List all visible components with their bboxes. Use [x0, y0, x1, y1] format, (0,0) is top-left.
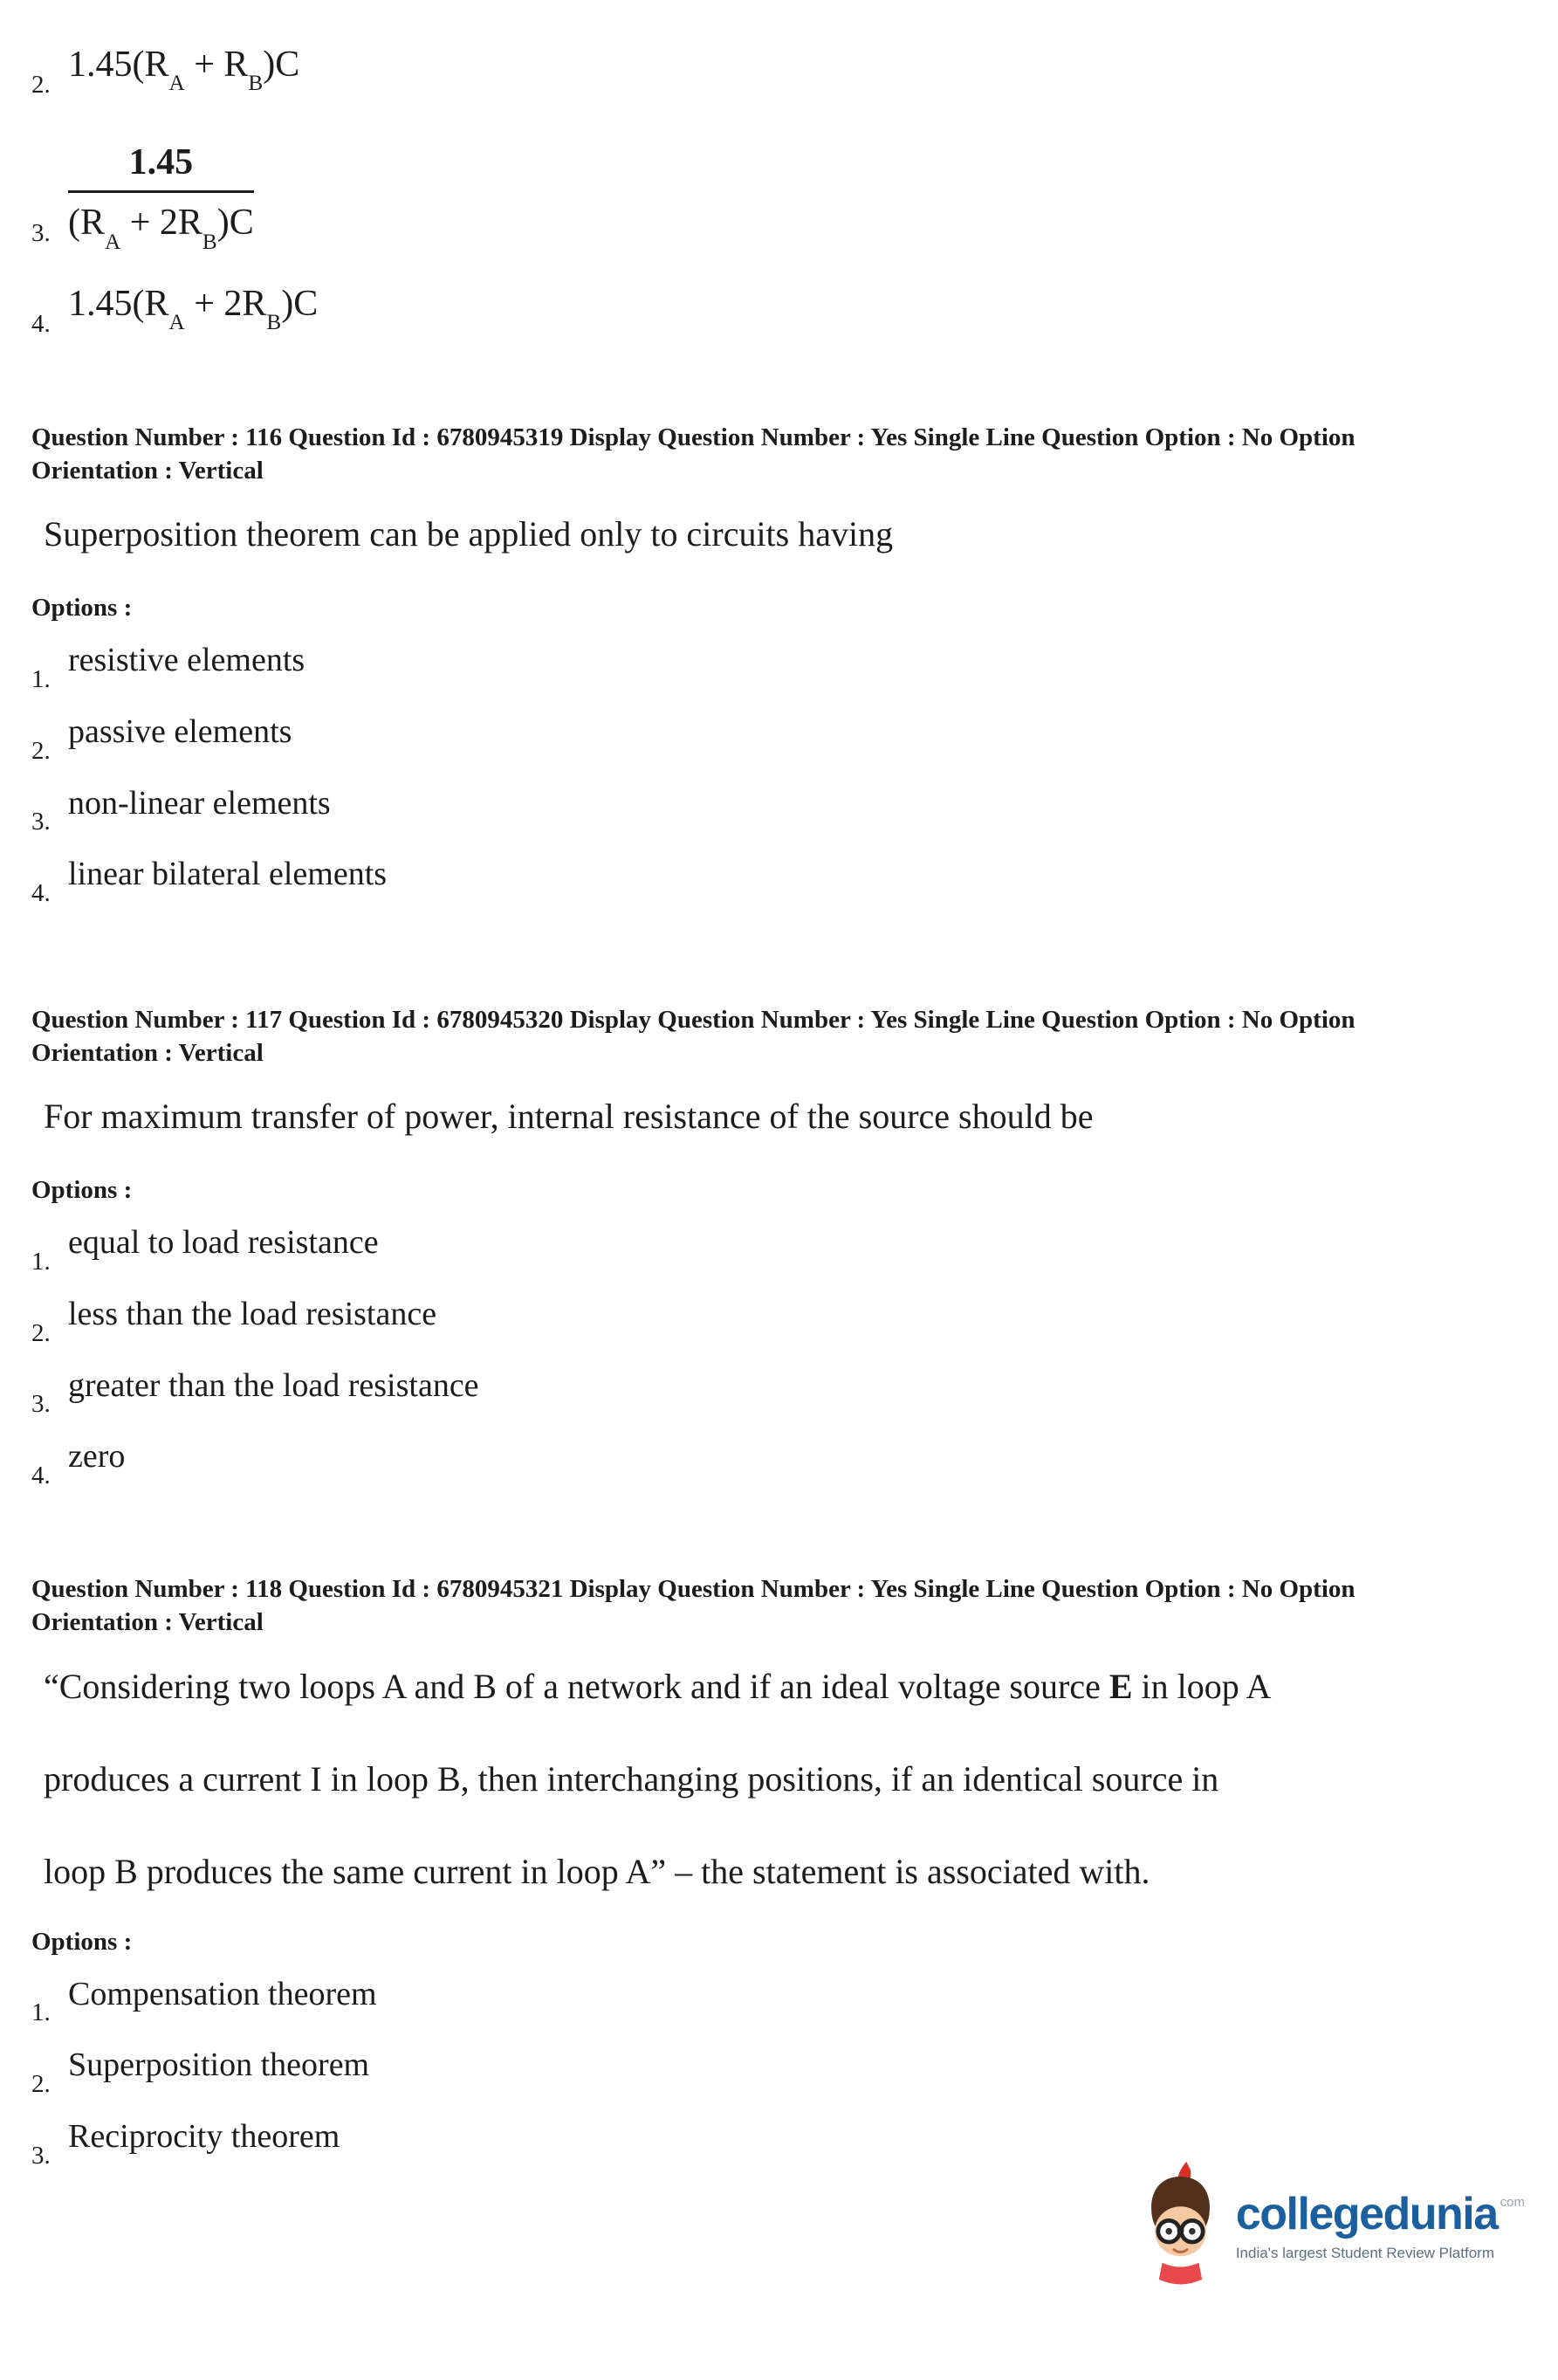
brand-tagline: India's largest Student Review Platform [1235, 2244, 1494, 2261]
formula-subscript: B [202, 230, 217, 254]
option-row [31, 856, 1523, 908]
option-text: Compensation theorem [68, 1975, 377, 2012]
question-text [44, 1666, 1523, 1893]
formula-option [68, 44, 299, 100]
options-label: Options : [31, 1176, 133, 1205]
question-text-line: produces a current I in loop B, then interchanging positions, if an identical source in [44, 1758, 1219, 1799]
formula-part: 1.45(R [68, 45, 169, 85]
options-label: Options : [31, 1927, 133, 1956]
question-text-part: “Considering two loops A and B of a network and if an ideal voltage source [44, 1666, 1109, 1706]
question-block-118 [31, 1573, 1523, 2170]
options-label: Options : [31, 594, 133, 623]
formula-part: (R [68, 203, 105, 244]
question-meta-line2: Orientation : Vertical [31, 1607, 264, 1636]
formula-part: )C [216, 203, 254, 244]
option-number: 2. [31, 71, 51, 100]
brand-line [1235, 2188, 1525, 2239]
formula-subscript: B [248, 72, 264, 96]
option-row [31, 1438, 1523, 1490]
logo-text [1235, 2188, 1525, 2262]
formula-part: 1.45(R [68, 283, 169, 324]
formula-subscript: B [266, 311, 282, 335]
collegedunia-mascot-icon [1139, 2160, 1222, 2293]
option-number: 2. [31, 1318, 51, 1347]
formula-part: + 2R [184, 283, 267, 324]
collegedunia-logo [1139, 2160, 1525, 2293]
brand-suffix: com [1500, 2194, 1525, 2210]
option-number: 3. [31, 1390, 51, 1419]
question-text-line [44, 1666, 1523, 1708]
option-row [31, 1224, 1523, 1276]
question-text-line: loop B produces the same current in loop A” – the statement is associated with. [44, 1851, 1150, 1891]
previous-question-options [31, 44, 1523, 339]
option-text: zero [68, 1438, 126, 1475]
question-meta [31, 1573, 1523, 1639]
question-text: For maximum transfer of power, internal resistance of the source should be [44, 1097, 1094, 1137]
option-number: 1. [31, 1998, 51, 2027]
formula-part: )C [263, 45, 300, 85]
question-text: Superposition theorem can be applied only to circuits having [44, 514, 894, 554]
formula-subscript: A [105, 230, 121, 254]
option-number: 4. [31, 1462, 51, 1490]
option-text: Reciprocity theorem [68, 2117, 340, 2155]
option-row [31, 1976, 1523, 2028]
formula-part: + R [184, 45, 249, 85]
brand-wordmark: collegedunia [1235, 2188, 1498, 2239]
option-row [31, 44, 1523, 100]
option-text: Superposition theorem [68, 2046, 370, 2084]
question-text-bold: E [1108, 1666, 1133, 1706]
option-row [31, 642, 1523, 694]
option-number: 1. [31, 664, 51, 693]
option-number: 2. [31, 736, 51, 765]
option-text: non-linear elements [68, 784, 331, 822]
option-text: passive elements [68, 712, 292, 750]
option-number: 3. [31, 2141, 51, 2170]
option-row [31, 1296, 1523, 1348]
fraction-numerator: 1.45 [68, 141, 254, 193]
question-block-117 [31, 1004, 1523, 1490]
option-row [31, 141, 1523, 254]
option-row [31, 1367, 1523, 1420]
question-meta-line1: Question Number : 116 Question Id : 6780945319 Display Question Number : Yes Single Line Question Option : No Option [31, 423, 1356, 451]
option-text: linear bilateral elements [68, 856, 388, 893]
formula-subscript: A [168, 72, 185, 96]
question-meta-line2: Orientation : Vertical [31, 456, 264, 485]
fraction-denominator [68, 193, 254, 254]
formula-subscript: A [168, 311, 185, 335]
formula-part: )C [281, 283, 319, 324]
option-number: 4. [31, 879, 51, 908]
option-text: equal to load resistance [68, 1224, 379, 1262]
question-text-part: in loop A [1132, 1666, 1272, 1706]
question-meta [31, 422, 1523, 487]
option-row [31, 713, 1523, 766]
formula-option [68, 283, 318, 339]
option-number: 1. [31, 1248, 51, 1276]
question-meta-line2: Orientation : Vertical [31, 1038, 264, 1067]
fraction-formula-option [68, 141, 254, 254]
option-number: 4. [31, 309, 51, 338]
option-number: 3. [31, 218, 51, 247]
question-meta-line1: Question Number : 118 Question Id : 6780945321 Display Question Number : Yes Single Line Question Option : No Option [31, 1575, 1356, 1604]
question-meta [31, 1004, 1523, 1070]
option-row [31, 785, 1523, 837]
option-text: resistive elements [68, 642, 305, 679]
option-text: less than the load resistance [68, 1296, 437, 1333]
option-text: greater than the load resistance [68, 1366, 479, 1404]
question-meta-line1: Question Number : 117 Question Id : 6780945320 Display Question Number : Yes Single Line Question Option : No Option [31, 1006, 1356, 1035]
option-row [31, 2046, 1523, 2099]
option-row [31, 283, 1523, 339]
option-number: 3. [31, 808, 51, 836]
formula-part: + 2R [120, 203, 202, 244]
option-number: 2. [31, 2069, 51, 2098]
question-block-116 [31, 422, 1523, 908]
